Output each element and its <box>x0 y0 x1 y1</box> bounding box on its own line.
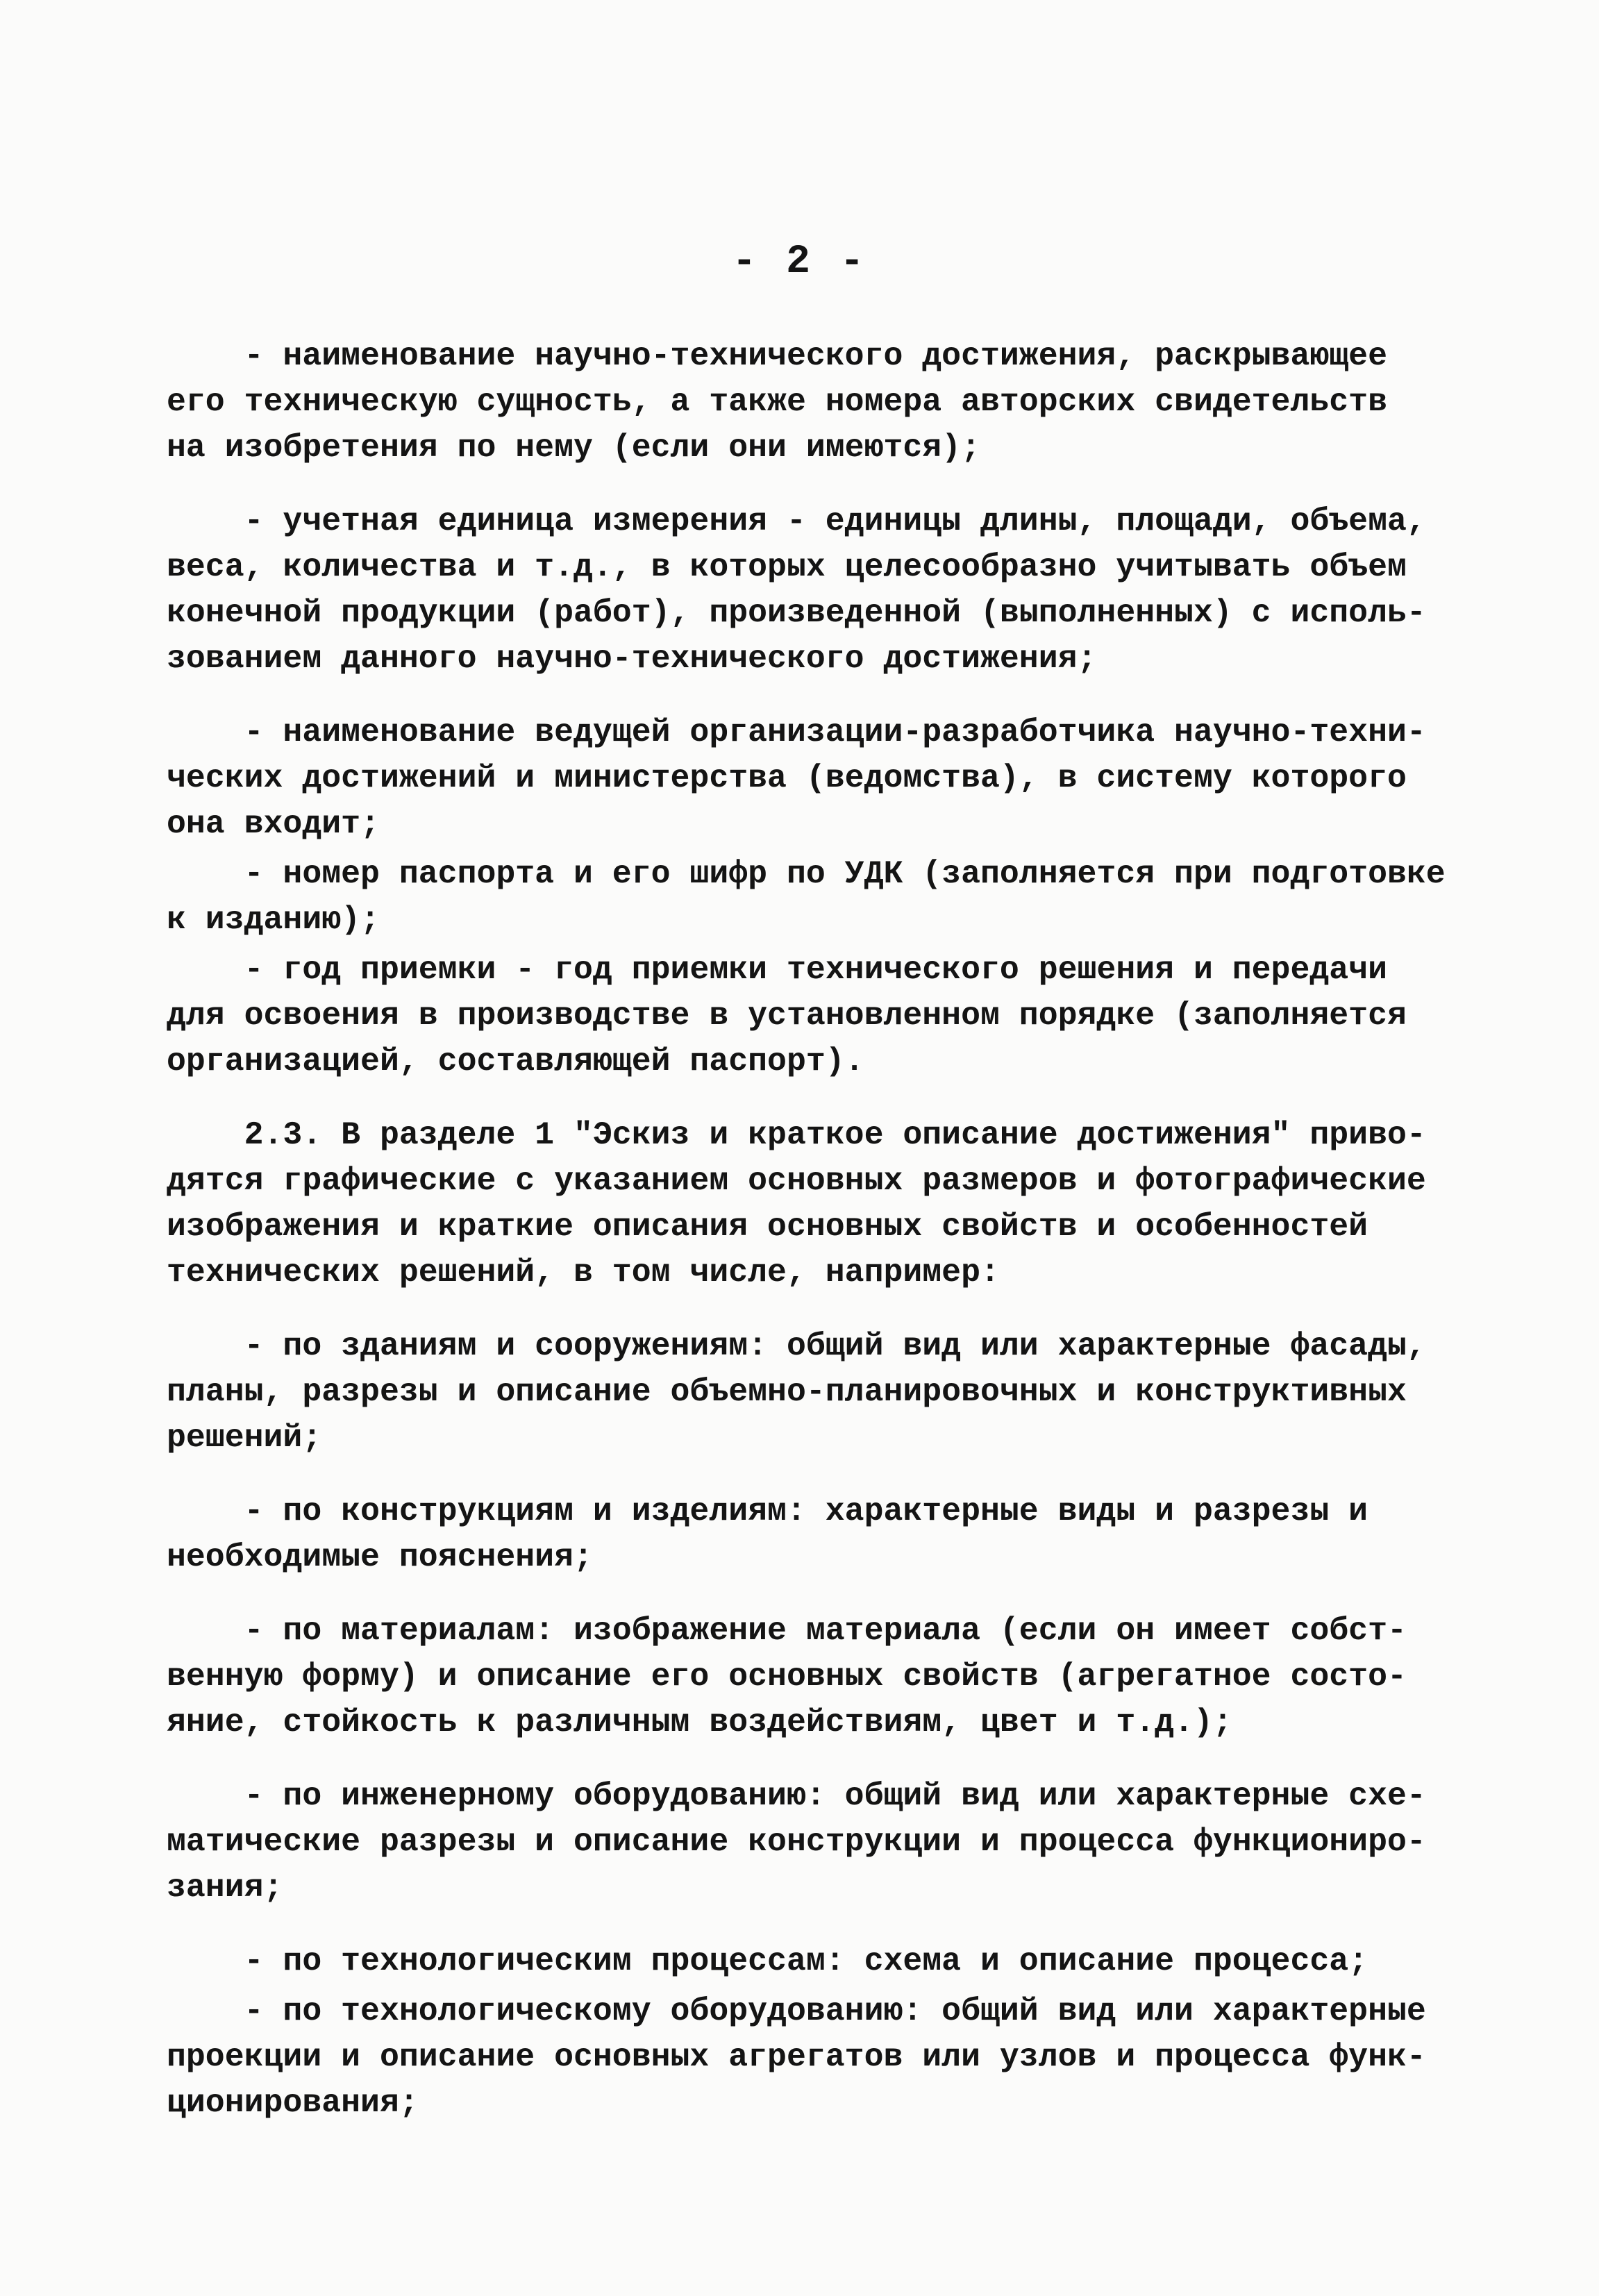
text-line: технических решений, в том числе, например: <box>167 1254 1000 1291</box>
text-line: зованием данного научно-технического достижения; <box>167 640 1097 677</box>
page-number: - 2 - <box>732 240 867 285</box>
text-line: ционирования; <box>167 2084 419 2121</box>
text-line: матические разрезы и описание конструкции и процесса функциониро- <box>167 1823 1426 1860</box>
text-line: - по зданиям и сооружениям: общий вид или характерные фасады, <box>167 1327 1426 1364</box>
text-line: - по технологическому оборудованию: общий вид или характерные <box>167 1993 1426 2029</box>
text-line: - год приемки - год приемки технического решения и передачи <box>167 951 1387 988</box>
text-line: - по технологическим процессам: схема и описание процесса; <box>167 1943 1368 1979</box>
paragraph-8 <box>167 1489 1451 1580</box>
text-line: планы, разрезы и описание объемно-планировочных и конструктивных <box>167 1373 1407 1410</box>
text-line: яние, стойкость к различным воздействиям, цвет и т.д.); <box>167 1704 1232 1741</box>
paragraph-7 <box>167 1323 1451 1461</box>
text-line: к изданию); <box>167 901 380 938</box>
text-line: - номер паспорта и его шифр по УДК (заполняется при подготовке <box>167 855 1446 892</box>
text-line: - по материалам: изображение материала (если он имеет собст- <box>167 1612 1407 1649</box>
text-line: его техническую сущность, а также номера авторских свидетельств <box>167 383 1387 420</box>
text-line: венную форму) и описание его основных свойств (агрегатное состо- <box>167 1658 1407 1695</box>
paragraph-9 <box>167 1608 1451 1745</box>
body-text <box>167 333 1451 2126</box>
paragraph-2 <box>167 498 1451 682</box>
text-line: проекции и описание основных агрегатов или узлов и процесса функ- <box>167 2038 1426 2075</box>
text-line: решений; <box>167 1419 322 1456</box>
text-line: изображения и краткие описания основных свойств и особенностей <box>167 1208 1368 1245</box>
text-line: необходимые пояснения; <box>167 1539 593 1575</box>
text-line: 2.3. В разделе 1 "Эскиз и краткое описание достижения" приво- <box>167 1116 1426 1153</box>
text-line: - учетная единица измерения - единицы длины, площади, объема, <box>167 503 1426 539</box>
text-line: на изобретения по нему (если они имеются); <box>167 429 980 466</box>
paragraph-10 <box>167 1773 1451 1911</box>
text-line: зания; <box>167 1869 283 1906</box>
text-line: - по инженерному оборудованию: общий вид или характерные схе- <box>167 1777 1426 1814</box>
paragraph-3 <box>167 710 1451 847</box>
paragraph-1 <box>167 333 1451 471</box>
paragraph-6 <box>167 1112 1451 1296</box>
text-line: - наименование научно-технического достижения, раскрывающее <box>167 337 1387 374</box>
text-line: она входит; <box>167 805 380 842</box>
paragraph-4 <box>167 851 1451 943</box>
text-line: для освоения в производстве в установленном порядке (заполняется <box>167 997 1407 1034</box>
text-line: - по конструкциям и изделиям: характерные виды и разрезы и <box>167 1493 1368 1530</box>
paragraph-12 <box>167 1988 1451 2126</box>
paragraph-11 <box>167 1938 1451 1984</box>
text-line: ческих достижений и министерства (ведомства), в систему которого <box>167 760 1407 796</box>
text-line: дятся графические с указанием основных размеров и фотографические <box>167 1162 1426 1199</box>
text-line: организацией, составляющей паспорт). <box>167 1043 864 1080</box>
text-line: - наименование ведущей организации-разработчика научно-техни- <box>167 714 1426 751</box>
text-line: конечной продукции (работ), произведенной (выполненных) с исполь- <box>167 594 1426 631</box>
paragraph-5 <box>167 947 1451 1084</box>
text-line: веса, количества и т.д., в которых целесообразно учитывать объем <box>167 548 1407 585</box>
